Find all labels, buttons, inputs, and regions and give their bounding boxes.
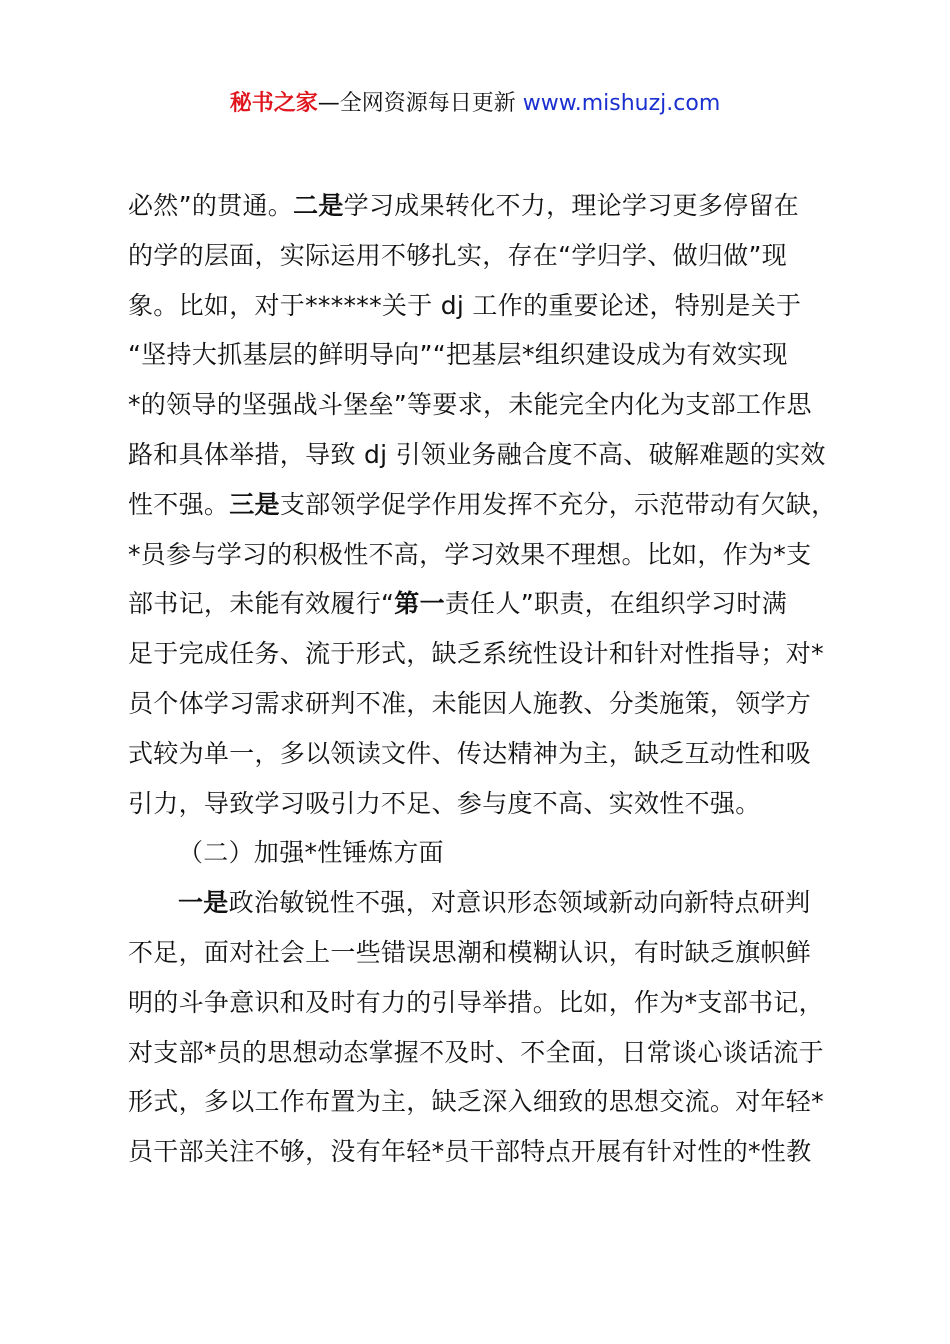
bold-keyword: 三是 [229, 490, 280, 519]
text-run: 的学的层面，实际运用不够扎实，存在“学归学、做归做”现 [128, 241, 788, 270]
text-line [128, 188, 799, 224]
text-line [128, 487, 836, 523]
text-run: 对支部*员的思想动态掌握不及时、不全面，日常谈心谈话流于 [128, 1038, 824, 1067]
text-line [128, 686, 811, 722]
text-run: 引力，导致学习吸引力不足、参与度不高、实效性不强。 [128, 789, 761, 818]
text-run: 性不强。 [128, 490, 230, 519]
text-run: 不足，面对社会上一些错误思潮和模糊认识，有时缺乏旗帜鲜 [128, 938, 812, 967]
text-run: 形式，多以工作布置为主，缺乏深入细致的思想交流。对年轻* [128, 1087, 824, 1116]
text-line [128, 1084, 824, 1120]
site-header [0, 88, 950, 120]
text-run: 政治敏锐性不强，对意识形态领域新动向新特点研判 [228, 888, 811, 917]
bold-keyword: 一是 [178, 888, 229, 917]
text-run: 员干部关注不够，没有年轻*员干部特点开展有针对性的*性教 [128, 1137, 812, 1166]
text-run: 足于完成任务、流于形式，缺乏系统性设计和针对性指导；对* [128, 639, 824, 668]
text-line [178, 835, 444, 871]
text-run: 象。比如，对于******关于 dj 工作的重要论述，特别是关于 [128, 291, 802, 320]
text-line [128, 537, 811, 573]
text-run: 路和具体举措，导致 dj 引领业务融合度不高、破解难题的实效 [128, 440, 826, 469]
text-line [128, 786, 761, 822]
text-line [128, 288, 801, 324]
text-run: “坚持大抓基层的鲜明导向”“把基层*组织建设成为有效实现 [128, 340, 788, 369]
site-url-link[interactable]: www.mishuzj.com [522, 91, 721, 116]
header-tagline: —全网资源每日更新 [317, 91, 516, 116]
bold-keyword: 二是 [293, 191, 344, 220]
text-run: *员参与学习的积极性不高，学习效果不理想。比如，作为*支 [128, 540, 812, 569]
bold-keyword: 第一 [394, 589, 445, 618]
text-run: （二）加强*性锤炼方面 [178, 838, 444, 867]
text-run: 必然”的贯通。 [128, 191, 294, 220]
text-line [128, 1134, 811, 1170]
text-run: 员个体学习需求研判不准，未能因人施教、分类施策，领学方 [128, 689, 812, 718]
text-line [128, 437, 826, 473]
text-run: 明的斗争意识和及时有力的引导举措。比如，作为*支部书记， [128, 988, 824, 1017]
text-line [128, 636, 824, 672]
text-run: 式较为单一，多以领读文件、传达精神为主，缺乏互动性和吸 [128, 739, 812, 768]
text-line [128, 1035, 824, 1071]
text-run: 学习成果转化不力，理论学习更多停留在 [343, 191, 800, 220]
text-run: 部书记，未能有效履行“ [128, 589, 395, 618]
text-line [128, 586, 787, 622]
text-line [128, 736, 811, 772]
text-run: 责任人”职责，在组织学习时满 [444, 589, 788, 618]
text-line [128, 985, 824, 1021]
text-line [128, 935, 811, 971]
text-line [128, 337, 788, 373]
text-line [178, 885, 811, 921]
text-run: *的领导的坚强战斗堡垒”等要求，未能完全内化为支部工作思 [128, 390, 812, 419]
text-run: 支部领学促学作用发挥不充分，示范带动有欠缺， [279, 490, 837, 519]
brand-name: 秘书之家 [229, 91, 318, 116]
text-line [128, 238, 787, 274]
text-line [128, 387, 812, 423]
